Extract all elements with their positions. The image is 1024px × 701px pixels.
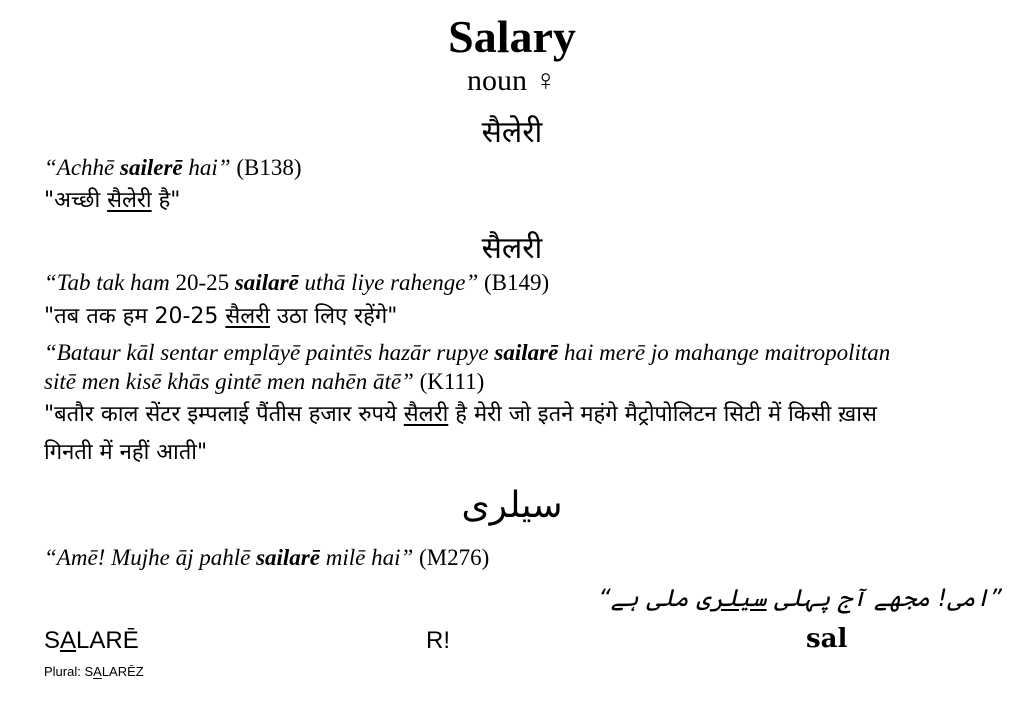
devanagari-example-b149: [44, 300, 397, 330]
example-quote-b138: [44, 155, 301, 181]
urdu-example-m276: [598, 584, 1002, 612]
devanagari-heading-2: सैलरी: [481, 231, 543, 266]
quote-number: 20-25: [175, 270, 235, 295]
devanagari-example-b138: [44, 184, 180, 214]
quote-keyword: sailerē: [120, 155, 183, 180]
quote-keyword: sailarē: [494, 340, 559, 365]
quote-reference: (K111): [413, 369, 485, 394]
quote-text: hai merē jo mahange maitropolitan: [558, 340, 891, 365]
deva-keyword: सैलेरी: [107, 188, 152, 213]
deva-text: है मेरी जो इतने महंगे मैट्रोपोलिटन सिटी में किसी ख़ास: [448, 402, 877, 427]
plural-stressed-vowel: A: [93, 664, 102, 679]
headword-letter: S: [44, 627, 61, 654]
quote-reference: (B149): [478, 270, 550, 295]
quote-text: hai”: [182, 155, 231, 180]
quote-text: sitē men kisē khās gintē men nahēn ātē”: [44, 369, 414, 394]
plural-form: [44, 664, 144, 679]
plural-letter: S: [84, 664, 94, 679]
example-quote-k111-line1: [44, 340, 890, 366]
quote-text: “Bataur kāl sentar emplāyē paintēs hazār rupye: [44, 340, 495, 365]
entry-title: Salary: [448, 11, 576, 62]
devanagari-example-k111-line1: [44, 398, 877, 428]
quote-reference: (B138): [230, 155, 302, 180]
example-quote-b149: [44, 270, 549, 296]
plural-letters: LARĒZ: [101, 664, 144, 679]
quote-keyword: sailarē: [234, 270, 299, 295]
plural-label: Plural:: [44, 664, 85, 679]
quote-text: “Amē! Mujhe āj pahlē: [44, 545, 257, 570]
headword-transliteration: [44, 627, 139, 655]
part-of-speech: noun ♀: [467, 64, 557, 97]
deva-keyword: सैलरी: [225, 304, 270, 329]
deva-text: "तब तक हम 20-25: [44, 304, 226, 329]
quote-keyword: sailarē: [256, 545, 320, 570]
deva-text: है": [151, 188, 181, 213]
root-label: sal: [806, 624, 848, 654]
quote-reference: (M276): [413, 545, 490, 570]
quote-text: milē hai”: [319, 545, 414, 570]
urdu-heading: سیلری: [461, 485, 563, 526]
deva-text: "अच्छी: [44, 188, 108, 213]
deva-text: "बतौर काल सेंटर इम्पलाई पैंतीस हजार रुपये: [44, 402, 404, 427]
devanagari-heading-1: सैलेरी: [481, 115, 543, 150]
stressed-vowel: A: [60, 627, 77, 654]
devanagari-example-k111-line2: गिनती में नहीं आती": [44, 440, 208, 465]
quote-text: uthā liye rahenge”: [298, 270, 479, 295]
urdu-text: ملی ہے“: [598, 584, 697, 612]
example-quote-k111-line2: [44, 369, 484, 395]
quote-text: “Achhē: [44, 155, 121, 180]
example-quote-m276: [44, 545, 489, 571]
deva-keyword: सैलरी: [403, 402, 449, 427]
headword-letters: LARĒ: [76, 627, 139, 654]
urdu-text: ”امی! مجھے آج پہلی: [766, 584, 1002, 612]
register-code: R!: [426, 627, 450, 654]
quote-text: “Tab tak ham: [44, 270, 176, 295]
urdu-keyword: سیلری: [696, 584, 767, 612]
deva-text: उठा लिए रहेंगे": [269, 304, 398, 329]
